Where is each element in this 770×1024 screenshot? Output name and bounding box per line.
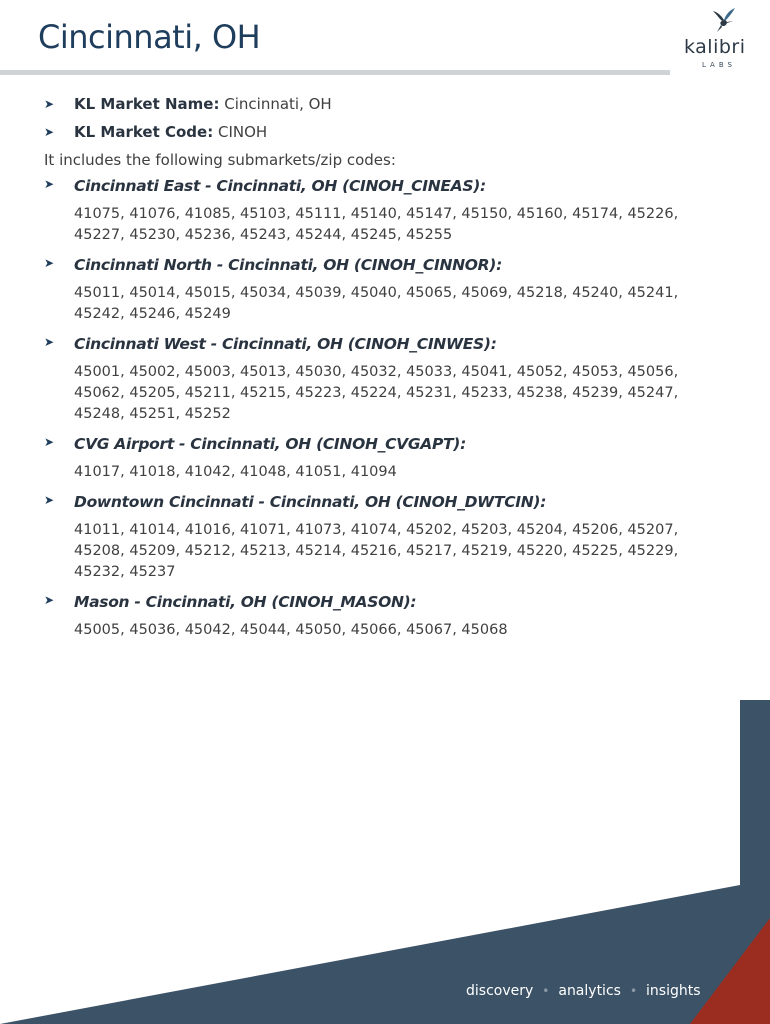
submarket-title: Downtown Cincinnati - Cincinnati, OH (CINOH_DWTCIN):	[74, 493, 547, 511]
arrow-bullet-icon: ➤	[44, 593, 55, 607]
submarket-title: Mason - Cincinnati, OH (CINOH_MASON):	[74, 593, 417, 611]
submarket-zip-codes: 45005, 45036, 45042, 45044, 45050, 45066, 45067, 45068	[74, 622, 508, 638]
submarket-title: Cincinnati East - Cincinnati, OH (CINOH_CINEAS):	[74, 177, 486, 195]
footer-band	[0, 700, 770, 1024]
market-name-value: Cincinnati, OH	[224, 95, 332, 113]
tagline-discovery: discovery	[466, 983, 534, 999]
arrow-bullet-icon: ➤	[44, 335, 55, 349]
arrow-bullet-icon: ➤	[44, 256, 55, 270]
arrow-bullet-icon: ➤	[44, 493, 55, 507]
logo-subtitle: LABS	[702, 61, 736, 69]
footer-tagline	[466, 983, 701, 999]
arrow-bullet-icon: ➤	[44, 435, 55, 449]
submarket-title: Cincinnati North - Cincinnati, OH (CINOH_CINNOR):	[74, 256, 502, 274]
market-code-value: CINOH	[218, 123, 268, 141]
logo-wordmark: kalibri	[684, 36, 746, 58]
market-name-label: KL Market Name:	[74, 95, 220, 113]
arrow-bullet-icon: ➤	[44, 177, 55, 191]
intro-text: It includes the following submarkets/zip codes:	[44, 151, 396, 169]
page-title: Cincinnati, OH	[38, 18, 261, 56]
submarket-zip-codes: 41017, 41018, 41042, 41048, 41051, 41094	[74, 464, 397, 480]
arrow-bullet-icon: ➤	[44, 125, 55, 139]
submarket-title: Cincinnati West - Cincinnati, OH (CINOH_CINWES):	[74, 335, 497, 353]
tagline-analytics: analytics	[558, 983, 621, 999]
tagline-separator: •	[542, 984, 550, 998]
market-code-label: KL Market Code:	[74, 123, 214, 141]
submarket-zip-codes: 41075, 41076, 41085, 45103, 45111, 45140, 45147, 45150, 45160, 45174, 45226, 45227, 45230, 45236, 45243, 45244, 45245, 45255	[74, 206, 679, 243]
submarket-zip-codes: 45011, 45014, 45015, 45034, 45039, 45040, 45065, 45069, 45218, 45240, 45241, 45242, 45246, 45249	[74, 285, 679, 322]
tagline-separator: •	[629, 984, 638, 998]
tagline-insights: insights	[646, 983, 701, 999]
submarket-zip-codes: 41011, 41014, 41016, 41071, 41073, 41074, 45202, 45203, 45204, 45206, 45207, 45208, 45209, 45212, 45213, 45214, 45216, 45217, 45219, 45220, 45225, 45229, 45232, 45237	[74, 522, 679, 580]
submarket-title: CVG Airport - Cincinnati, OH (CINOH_CVGAPT):	[74, 435, 466, 453]
submarket-zip-codes: 45001, 45002, 45003, 45013, 45030, 45032, 45033, 45041, 45052, 45053, 45056, 45062, 45205, 45211, 45215, 45223, 45224, 45231, 45233, 45238, 45239, 45247, 45248, 45251, 45252	[74, 364, 679, 422]
arrow-bullet-icon: ➤	[44, 97, 55, 111]
